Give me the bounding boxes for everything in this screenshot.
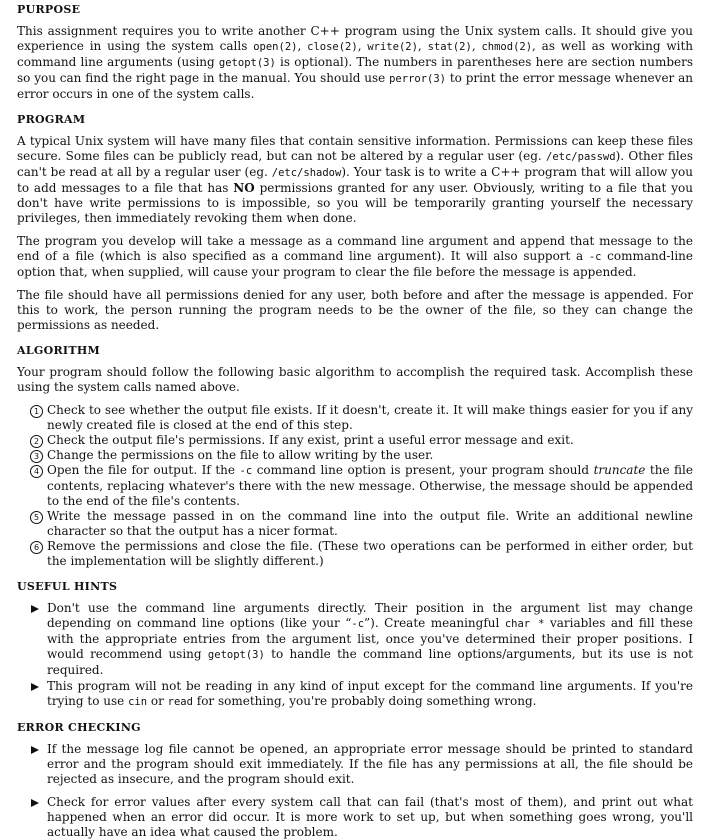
- purpose-paragraph: This assignment requires you to write another C++ program using the Unix system calls. It should give you experience in using the system calls open(2), close(2), write(2), stat(2), chmod(2), as well as working with command line arguments (using getopt(3) is optional). The numbers in parentheses here are section numbers so you can find the right page in the manual. You should use perror(3) to print the error message whenever an error occurs in one of the system calls.: [17, 24, 694, 101]
- algorithm-intro: Your program should follow the following basic algorithm to accomplish the required task. Accomplish these using the system calls named above.: [17, 365, 693, 394]
- errors-section: [17, 721, 693, 840]
- algorithm-steps: [17, 403, 693, 569]
- purpose-heading: PURPOSE: [17, 3, 81, 16]
- list-item: If the message log file cannot be opened, an appropriate error message should be printed to standard error and the program should exit immediately. If the file has any permissions at all, the file should be rejected as insecure, and the program should exit.: [17, 742, 693, 787]
- step-number-icon: 5: [30, 511, 43, 524]
- list-item: Don't use the command line arguments directly. Their position in the argument list may change depending on command line options (like your “-c”). Create meaningful char * variables and fill these with the appropriate entries from the argument list, once you've determined their proper positions. I would recommend using getopt(3) to handle the command line options/arguments, but its use is not required.: [17, 601, 693, 678]
- bullet-arrow-icon: [31, 746, 39, 754]
- algorithm-heading: ALGORITHM: [17, 344, 100, 357]
- step-number-icon: 2: [30, 435, 43, 448]
- list-item: Check for error values after every system call that can fail (that's most of them), and print out what happened when an error did occur. It is more work to set up, but when something goes wrong, you'll actually have an idea what caused the problem.: [17, 795, 693, 840]
- errors-list: [17, 742, 693, 840]
- step-number-icon: 1: [30, 405, 43, 418]
- algorithm-section: [17, 344, 693, 569]
- program-section: [17, 113, 693, 333]
- step-number-icon: 6: [30, 541, 43, 554]
- errors-heading: ERROR CHECKING: [17, 721, 141, 734]
- program-heading: PROGRAM: [17, 113, 86, 126]
- program-paragraph-1: A typical Unix system will have many files that contain sensitive information. Permissions can keep these files secure. Some files can be publicly read, but can not be altered by a regular user (eg. /etc/passwd). Other files can't be read at all by a regular user (eg. /etc/shadow). Your task is to write a C++ program that will allow you to add messages to a file that has NO permissions granted for any user. Obviously, writing to a file that you don't have write permissions to is impossible, so you will be temporarily granting yourself the necessary privileges, then immediately revoking them when done.: [17, 134, 694, 225]
- list-item: 3 Change the permissions on the file to allow writing by the user.: [17, 448, 693, 463]
- purpose-section: [17, 3, 693, 102]
- list-item: 4 Open the file for output. If the -c command line option is present, your program should truncate the file contents, replacing whatever's there with the new message. Otherwise, the message should be appended to the end of the file's contents.: [17, 463, 693, 509]
- step-number-icon: 3: [30, 450, 43, 463]
- step-number-icon: 4: [30, 465, 43, 478]
- bullet-arrow-icon: [31, 605, 39, 613]
- list-item: This program will not be reading in any kind of input except for the command line arguments. If you're trying to use cin or read for something, you're probably doing something wrong.: [17, 679, 693, 710]
- hints-list: [17, 601, 693, 710]
- program-paragraph-3: The file should have all permissions denied for any user, both before and after the message is appended. For this to work, the person running the program needs to be the owner of the file, so they can change the permissions as needed.: [17, 288, 693, 332]
- program-paragraph-2: The program you develop will take a message as a command line argument and append that message to the end of a file (which is also specified as a command line argument). It will also support a -c command-line option that, when supplied, will cause your program to clear the file before the message is appended.: [17, 234, 693, 279]
- hints-heading: USEFUL HINTS: [17, 580, 118, 593]
- list-item: 2 Check the output file's permissions. If any exist, print a useful error message and exit.: [17, 433, 693, 448]
- list-item: 1 Check to see whether the output file exists. If it doesn't, create it. It will make things easier for you if any newly created file is closed at the end of this step.: [17, 403, 693, 433]
- hints-section: [17, 580, 693, 710]
- bullet-arrow-icon: [31, 683, 39, 691]
- bullet-arrow-icon: [31, 799, 39, 807]
- list-item: 6 Remove the permissions and close the file. (These two operations can be performed in either order, but the implementation will be slightly different.): [17, 539, 693, 569]
- list-item: 5 Write the message passed in on the command line into the output file. Write an additional newline character so that the output has a nicer format.: [17, 509, 693, 539]
